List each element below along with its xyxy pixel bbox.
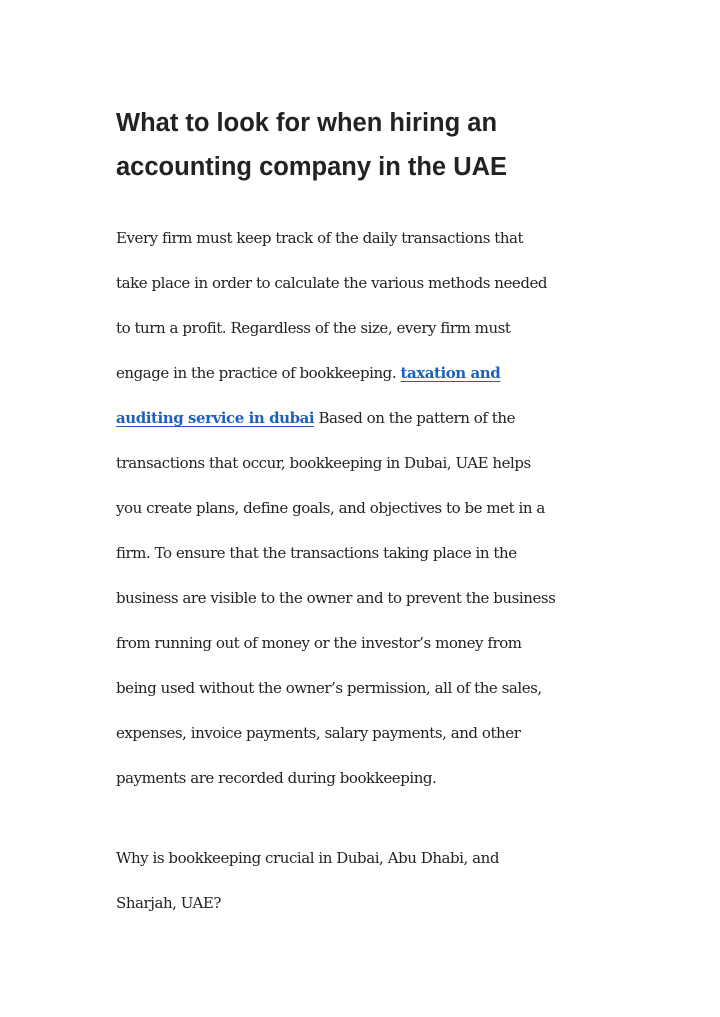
page-title: What to look for when hiring an accounting company in the UAE (116, 109, 508, 181)
paragraph-line (116, 408, 515, 428)
paragraph-line: you create plans, define goals, and objectives to be met in a (116, 499, 545, 517)
paragraph-line: transactions that occur, bookkeeping in Dubai, UAE helps (116, 454, 531, 472)
taxation-auditing-link[interactable]: taxation and (400, 364, 501, 382)
taxation-auditing-link[interactable]: auditing service in dubai (116, 409, 315, 427)
paragraph-text: Based on the pattern of the (314, 409, 516, 427)
paragraph-line: Sharjah, UAE? (116, 894, 221, 912)
paragraph-line (116, 363, 500, 383)
paragraph-line: Why is bookkeeping crucial in Dubai, Abu Dhabi, and (116, 849, 500, 867)
paragraph-line: firm. To ensure that the transactions taking place in the (116, 544, 517, 562)
paragraph-line: take place in order to calculate the various methods needed (116, 274, 548, 292)
paragraph-line: business are visible to the owner and to prevent the business (116, 589, 556, 607)
paragraph-text: engage in the practice of bookkeeping. (116, 364, 401, 382)
paragraph-line: payments are recorded during bookkeeping. (116, 769, 437, 787)
paragraph-line: Every firm must keep track of the daily transactions that (116, 229, 524, 247)
paragraph-line: from running out of money or the investor’s money from (116, 634, 522, 652)
paragraph-line: being used without the owner’s permission, all of the sales, (116, 679, 542, 697)
paragraph-line: to turn a profit. Regardless of the size, every firm must (116, 319, 511, 337)
paragraph-line: expenses, invoice payments, salary payments, and other (116, 724, 521, 742)
